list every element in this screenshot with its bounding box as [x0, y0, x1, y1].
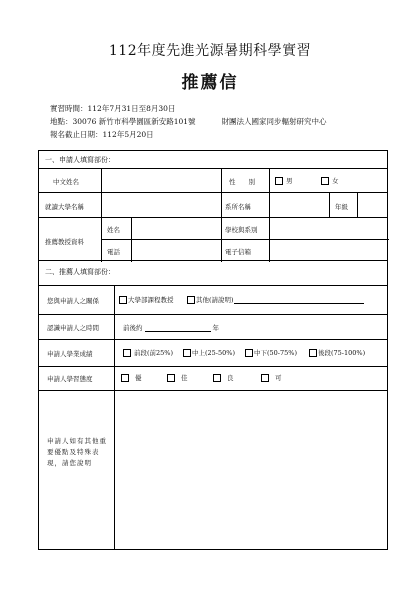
remarks-label: 申請人如有其他重要優點及特殊表現，請您說明	[47, 437, 107, 467]
grade-option-lower[interactable]	[245, 348, 297, 357]
organization-name: 財團法人國家同步輻射研究中心	[221, 117, 327, 126]
relation-label: 您與申請人之關係	[47, 297, 99, 305]
other-explain-field[interactable]	[234, 295, 364, 304]
email-label: 電子信箱	[225, 248, 251, 256]
university-label: 就讀大學名稱	[45, 203, 84, 211]
attitude-excellent-label: 優	[135, 374, 142, 382]
professor-name-label: 姓名	[107, 226, 120, 234]
relation-option-other[interactable]	[187, 295, 364, 304]
grade-top-checkbox[interactable]	[123, 349, 131, 357]
attitude-good-checkbox[interactable]	[167, 374, 175, 382]
grade-upper-label: 中上(25-50%)	[192, 349, 235, 357]
phone-label: 電話	[107, 248, 120, 256]
form-title: 112年度先進光源暑期科學實習	[108, 43, 312, 59]
attitude-acceptable-label: 可	[275, 374, 282, 382]
gender-label: 性 別	[229, 178, 255, 186]
grades-label: 申請人學業成績	[47, 350, 93, 358]
grade-label: 年級	[335, 203, 348, 211]
form-subtitle: 推薦信	[181, 73, 239, 93]
grade-top-label: 前段(前25%)	[134, 349, 174, 357]
applicant-section	[38, 150, 388, 261]
internship-period: 實習時間：112年7月31日至8月30日	[50, 104, 176, 113]
attitude-option-excellent[interactable]	[121, 373, 142, 382]
duration-field	[123, 323, 219, 332]
grade-option-top[interactable]	[123, 348, 173, 357]
grade-bottom-checkbox[interactable]	[309, 349, 317, 357]
grade-bottom-label: 後段(75-100%)	[318, 349, 366, 357]
grade-option-upper[interactable]	[183, 348, 235, 357]
male-checkbox[interactable]	[275, 177, 283, 185]
grade-option-bottom[interactable]	[309, 348, 365, 357]
attitude-option-acceptable[interactable]	[261, 373, 282, 382]
gender-female-option[interactable]	[321, 176, 339, 185]
section1-heading: 一、申請人填寫部份：	[45, 156, 115, 164]
attitude-fair-label: 良	[227, 374, 234, 382]
name-label: 中文姓名	[53, 178, 79, 186]
attitude-excellent-checkbox[interactable]	[121, 374, 129, 382]
section2-heading: 二、推薦人填寫部份：	[45, 268, 115, 276]
other-checkbox[interactable]	[187, 296, 195, 304]
female-checkbox[interactable]	[321, 177, 329, 185]
grade-upper-checkbox[interactable]	[183, 349, 191, 357]
attitude-fair-checkbox[interactable]	[213, 374, 221, 382]
attitude-good-label: 佳	[181, 374, 188, 382]
school-dept-label: 學校與系別	[225, 226, 258, 234]
deadline: 報名截止日期：112年5月20日	[50, 130, 154, 139]
grade-lower-label: 中下(50-75%)	[254, 349, 297, 357]
attitude-acceptable-checkbox[interactable]	[261, 374, 269, 382]
duration-input[interactable]	[145, 323, 211, 332]
attitude-option-fair[interactable]	[213, 373, 234, 382]
grade-lower-checkbox[interactable]	[245, 349, 253, 357]
duration-label: 認識申請人之時間	[47, 324, 99, 332]
professor-option-label: 大學部課程教授	[128, 296, 174, 304]
department-label: 系所名稱	[225, 203, 251, 211]
remarks-field[interactable]	[115, 391, 387, 549]
attitude-label: 申請人學習態度	[47, 375, 93, 383]
duration-unit: 年	[212, 324, 219, 332]
professor-checkbox[interactable]	[119, 296, 127, 304]
other-option-label: 其他(請說明)	[196, 296, 234, 304]
address-text: 地點：30076 新竹市科學園區新安路101號	[50, 117, 196, 126]
professor-info-label: 推薦教授資料	[45, 238, 84, 246]
relation-option-professor[interactable]	[119, 295, 174, 304]
address-line	[50, 116, 327, 127]
female-label: 女	[332, 177, 339, 185]
duration-prefix: 前後約	[123, 324, 143, 332]
male-label: 男	[286, 177, 293, 185]
recommender-section	[38, 261, 388, 550]
attitude-option-good[interactable]	[167, 373, 188, 382]
gender-male-option[interactable]	[275, 176, 293, 185]
